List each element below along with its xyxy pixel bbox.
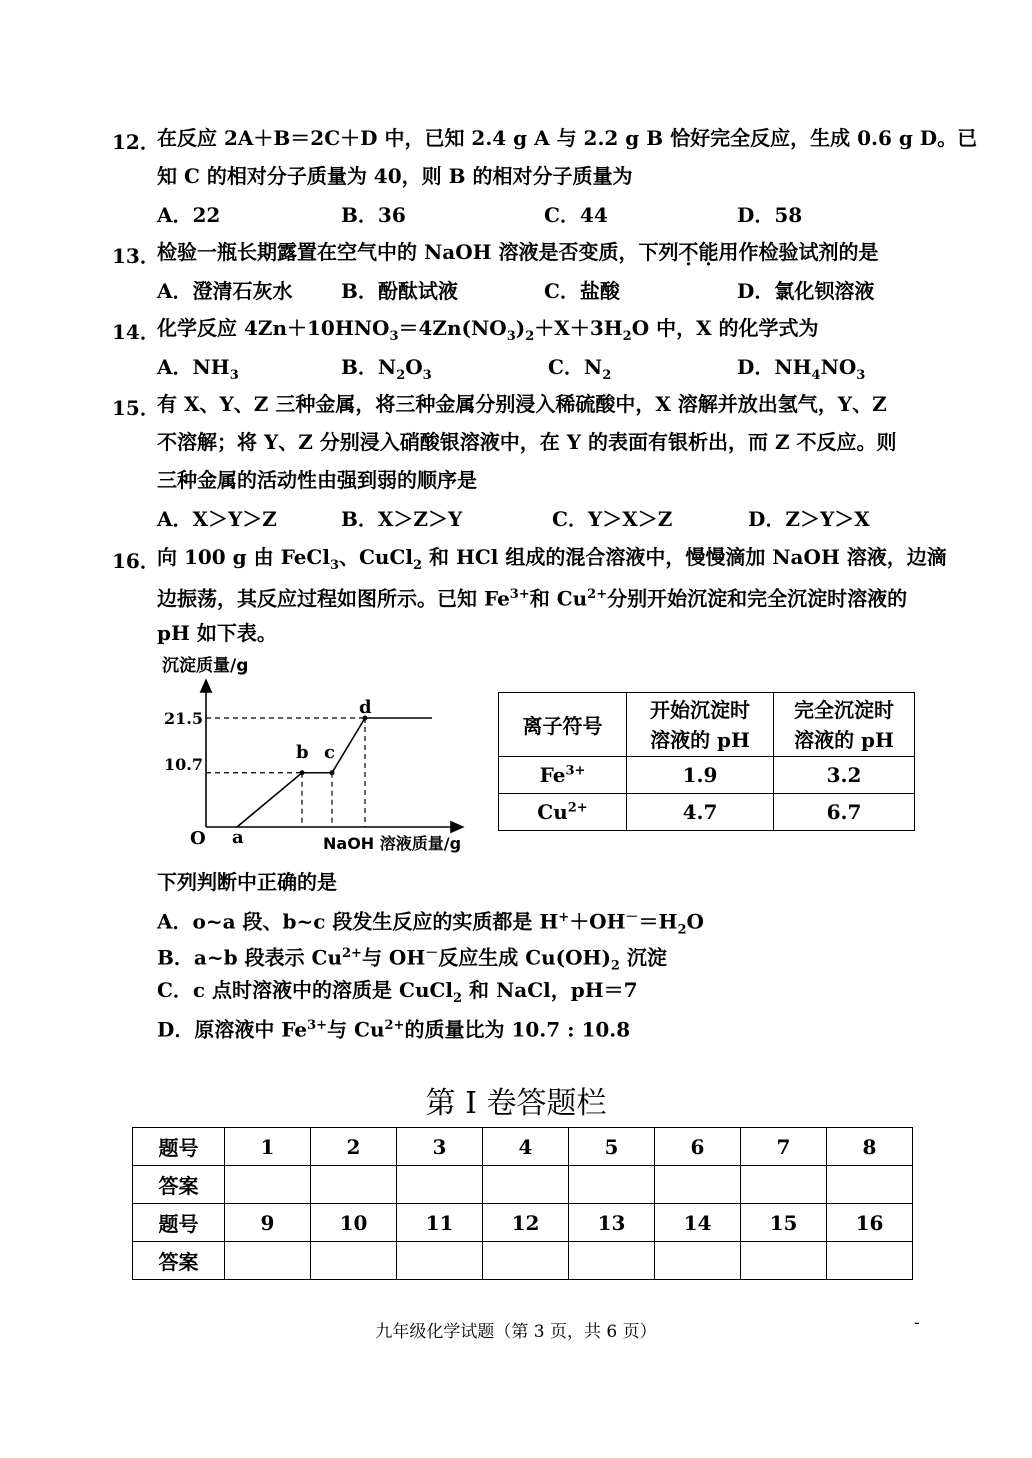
q12-text-line2: 知 C 的相对分子质量为 40，则 B 的相对分子质量为	[157, 164, 633, 188]
answer-table-row-label: 答案	[133, 1166, 225, 1204]
q13-option-b: B．酚酞试液	[341, 279, 458, 303]
answer-cell[interactable]	[483, 1242, 569, 1280]
answer-table-num: 12	[483, 1204, 569, 1242]
q12-option-b: B．36	[341, 203, 406, 227]
footer-dash: -	[914, 1313, 920, 1333]
q16-text-line2: 边振荡，其反应过程如图所示。已知 $Fe^{3+}$和 $Cu^{2+}$分别开始沉淀和完全沉淀时溶液的	[157, 586, 908, 611]
chart-point-b-label: b	[296, 742, 309, 763]
ion-table-fe-end: 3.2	[774, 757, 915, 794]
answer-cell[interactable]	[569, 1242, 655, 1280]
chart-ylabel: 沉淀质量/g	[162, 656, 249, 676]
answer-table-row-label: 答案	[133, 1242, 225, 1280]
q14-option-b: B．$N_2O_3$	[341, 355, 432, 383]
q13-number: 13．	[112, 244, 160, 268]
answer-cell[interactable]	[655, 1166, 741, 1204]
q16-option-a: A．o~a 段、b~c 段发生反应的实质都是 $H^++OH^-=H_2O$	[157, 909, 704, 938]
answer-table-num: 1	[225, 1128, 311, 1166]
ion-table-cu-end: 6.7	[774, 794, 915, 831]
chart-point-c-label: c	[324, 742, 335, 763]
answer-table-num: 8	[827, 1128, 913, 1166]
q13-text-a: 检验一瓶长期露置在空气中的 NaOH 溶液是否变质，下列	[157, 240, 679, 264]
answer-table-row-label: 题号	[133, 1128, 225, 1166]
answer-table-num: 9	[225, 1204, 311, 1242]
chart-y-tick-10-7: 10.7	[164, 755, 203, 774]
chart-point-a-label: a	[232, 827, 244, 848]
q13-text	[157, 239, 878, 265]
q15-number: 15．	[112, 396, 160, 420]
answer-table-num: 13	[569, 1204, 655, 1242]
q13-option-c: C．盐酸	[544, 279, 620, 303]
q15-option-c: C．Y＞X＞Z	[552, 507, 673, 531]
ion-table-cu: $Cu^{2+}$	[499, 794, 627, 831]
answer-cell[interactable]	[827, 1242, 913, 1280]
answer-table-num: 7	[741, 1128, 827, 1166]
precipitate-chart	[150, 650, 480, 860]
answer-cell[interactable]	[827, 1166, 913, 1204]
q16-option-b: B．a~b 段表示 $Cu^{2+}$与 OH－反应生成 $Cu(OH)_2$ 沉淀	[157, 945, 667, 974]
q15-text-line2: 不溶解；将 Y、Z 分别浸入硝酸银溶液中，在 Y 的表面有银析出，而 Z 不反应。则	[157, 430, 897, 454]
answer-cell[interactable]	[741, 1166, 827, 1204]
q16-prompt: 下列判断中正确的是	[157, 870, 337, 894]
q15-option-a: A．X＞Y＞Z	[157, 507, 277, 531]
q12-option-a: A．22	[157, 203, 221, 227]
q14-option-a: A．$NH_3$	[157, 355, 239, 383]
chart-y-tick-21-5: 21.5	[164, 709, 203, 728]
ion-table-header-ion: 离子符号	[499, 693, 627, 757]
answer-cell[interactable]	[311, 1166, 397, 1204]
q14-number: 14．	[112, 320, 160, 344]
answer-table-num: 4	[483, 1128, 569, 1166]
q13-option-a: A．澄清石灰水	[157, 279, 293, 303]
section-title: 第 I 卷答题栏	[425, 1086, 607, 1121]
q14-text: 化学反应 $4Zn+10HNO_3=4Zn(NO_3)_2+X+3H_2O$ 中，X 的化学式为	[157, 316, 819, 344]
chart-point-b	[300, 770, 305, 775]
q12-option-d: D．58	[737, 203, 803, 227]
chart-point-c	[330, 770, 335, 775]
answer-table-num: 6	[655, 1128, 741, 1166]
answer-cell[interactable]	[397, 1166, 483, 1204]
page-footer: 九年级化学试题（第 3 页，共 6 页）	[375, 1322, 657, 1342]
q16-option-d: D．原溶液中 $Fe^{3+}$与 $Cu^{2+}$的质量比为 10.7 : 10.8	[157, 1017, 631, 1042]
answer-cell[interactable]	[569, 1166, 655, 1204]
q13-emphasis-bu: 不	[678, 240, 699, 264]
answer-table-num: 10	[311, 1204, 397, 1242]
q15-option-b: B．X＞Z＞Y	[341, 507, 463, 531]
answer-table-num: 3	[397, 1128, 483, 1166]
q16-text-line1: 向 100 g 由 FeCl$_3$、CuCl$_2$ 和 HCl 组成的混合溶液中，慢慢滴加 NaOH 溶液，边滴	[157, 545, 947, 573]
q13-emphasis-neng: 能	[698, 240, 719, 264]
q15-text-line1: 有 X、Y、Z 三种金属，将三种金属分别浸入稀硫酸中，X 溶解并放出氢气，Y、Z	[157, 392, 887, 416]
answer-table-num: 16	[827, 1204, 913, 1242]
q13-option-d: D．氯化钡溶液	[737, 279, 875, 303]
chart-origin-label: O	[190, 828, 206, 849]
q13-text-b: 用作检验试剂的是	[718, 240, 879, 264]
ion-ph-table	[498, 692, 915, 831]
q12-text-line1: 在反应 2A＋B＝2C＋D 中，已知 2.4 g A 与 2.2 g B 恰好完全反应，生成 0.6 g D。已	[157, 126, 978, 150]
q16-option-c: C．c 点时溶液中的溶质是 CuCl$_2$ 和 NaCl，pH＝7	[157, 978, 638, 1006]
answer-cell[interactable]	[741, 1242, 827, 1280]
answer-table-num: 5	[569, 1128, 655, 1166]
q16-text-line3: pH 如下表。	[157, 621, 277, 645]
answer-cell[interactable]	[655, 1242, 741, 1280]
q15-option-d: D．Z＞Y＞X	[748, 507, 870, 531]
answer-cell[interactable]	[397, 1242, 483, 1280]
ion-table-header-start: 开始沉淀时 溶液的 pH	[627, 693, 774, 757]
q12-number: 12．	[112, 130, 160, 154]
q12-option-c: C．44	[544, 203, 608, 227]
answer-cell[interactable]	[311, 1242, 397, 1280]
answer-table-num: 14	[655, 1204, 741, 1242]
answer-table-row-label: 题号	[133, 1204, 225, 1242]
q16-number: 16．	[112, 549, 160, 573]
chart-xlabel: NaOH 溶液质量/g	[323, 834, 462, 853]
q14-option-d: D．$NH_4NO_3$	[737, 355, 866, 383]
answer-table-num: 15	[741, 1204, 827, 1242]
ion-table-fe: $Fe^{3+}$	[499, 757, 627, 794]
ion-table-cu-start: 4.7	[627, 794, 774, 831]
q15-text-line3: 三种金属的活动性由强到弱的顺序是	[157, 468, 477, 492]
chart-series-line	[237, 718, 432, 827]
answer-table-num: 11	[397, 1204, 483, 1242]
answer-cell[interactable]	[225, 1242, 311, 1280]
answer-cell[interactable]	[483, 1166, 569, 1204]
ion-table-header-end: 完全沉淀时 溶液的 pH	[774, 693, 915, 757]
answer-table	[132, 1127, 913, 1280]
q14-option-c: C．$N_2$	[548, 355, 612, 383]
answer-table-num: 2	[311, 1128, 397, 1166]
answer-cell[interactable]	[225, 1166, 311, 1204]
ion-table-fe-start: 1.9	[627, 757, 774, 794]
chart-point-d-label: d	[359, 697, 372, 718]
